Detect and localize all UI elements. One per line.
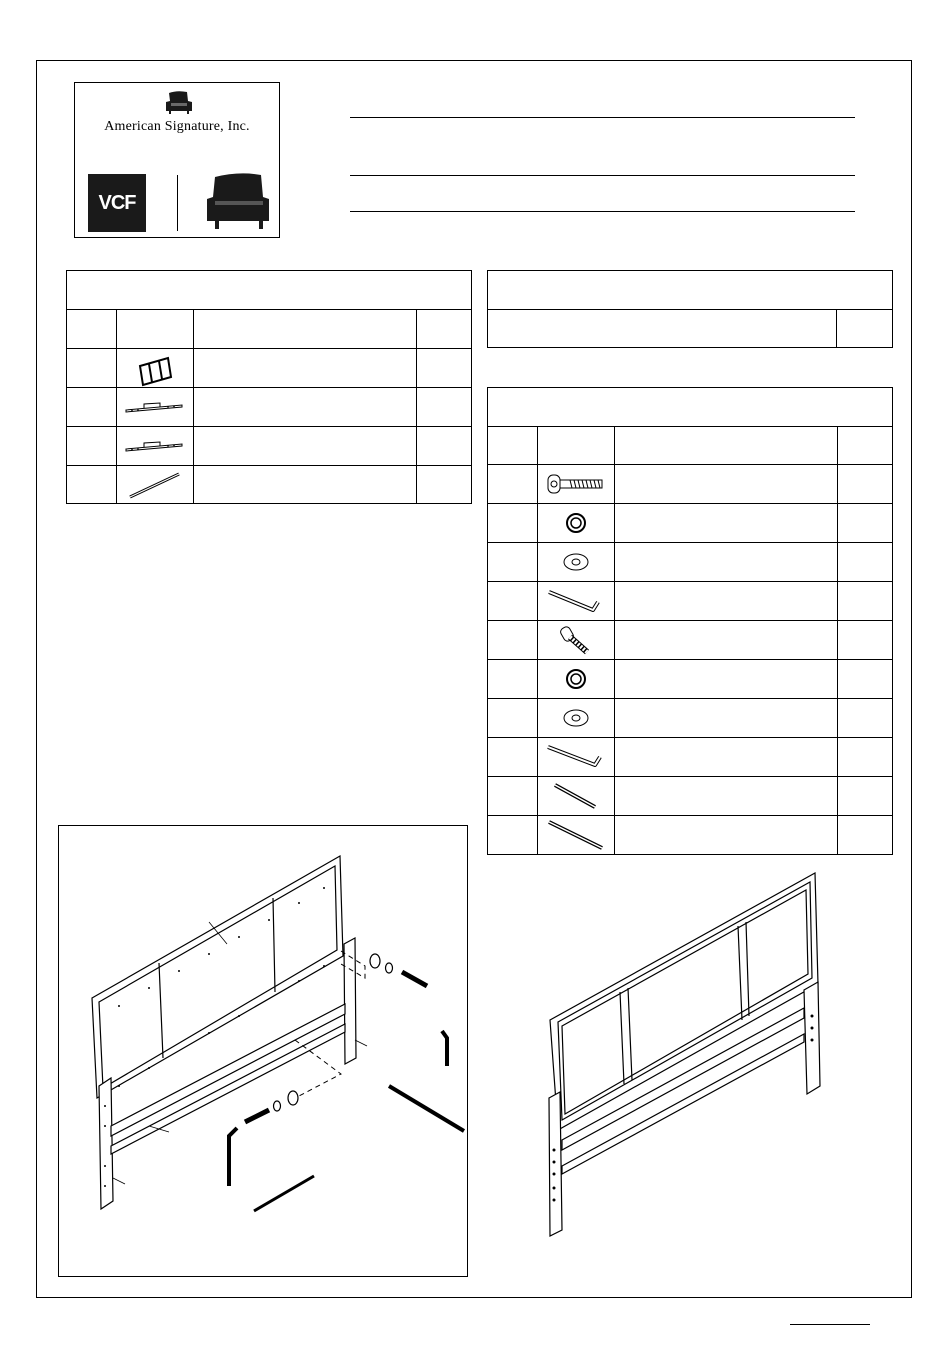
lock-washer-icon xyxy=(564,511,588,535)
bolt-icon xyxy=(546,472,606,496)
summary-table-title xyxy=(488,271,893,310)
table-row xyxy=(488,816,893,855)
header-cell xyxy=(67,310,117,349)
parts-table-title xyxy=(67,271,472,310)
model-line xyxy=(350,175,855,176)
header-cell xyxy=(615,427,838,465)
flat-washer-icon xyxy=(561,551,591,573)
table-row xyxy=(67,349,472,388)
side-rail-icon xyxy=(124,401,186,413)
assembled-headboard-illustration xyxy=(540,870,830,1240)
parts-table xyxy=(66,270,472,504)
lock-washer-icon xyxy=(564,667,588,691)
armchair-icon xyxy=(203,171,271,233)
side-rail-icon xyxy=(124,440,186,452)
table-row xyxy=(488,621,893,660)
table-row xyxy=(67,466,472,504)
title-line xyxy=(350,117,855,118)
table-row xyxy=(488,582,893,621)
allen-key-icon xyxy=(546,586,606,616)
table-row xyxy=(488,777,893,816)
table-row xyxy=(67,388,472,427)
table-row xyxy=(488,699,893,738)
allen-key-icon xyxy=(545,741,607,773)
header-cell xyxy=(838,427,893,465)
header-cell xyxy=(488,427,538,465)
logo-divider xyxy=(177,175,178,231)
hardware-table xyxy=(487,387,893,855)
company-logo xyxy=(74,82,280,238)
long-rod-icon xyxy=(545,818,607,852)
table-row xyxy=(488,738,893,777)
assembly-diagram xyxy=(58,825,468,1277)
short-rod-icon xyxy=(551,781,601,811)
armchair-icon xyxy=(163,89,195,115)
header-cell xyxy=(117,310,194,349)
header-cell xyxy=(538,427,615,465)
header-cell xyxy=(194,310,417,349)
exploded-view-illustration xyxy=(59,826,467,1276)
hardware-table-title xyxy=(488,388,893,427)
table-row xyxy=(488,504,893,543)
summary-cell xyxy=(837,310,893,348)
item-line xyxy=(350,211,855,212)
headboard-panel-icon xyxy=(135,349,175,387)
table-row xyxy=(488,660,893,699)
header-cell xyxy=(417,310,472,349)
table-row xyxy=(488,543,893,582)
summary-table xyxy=(487,270,893,348)
flat-washer-icon xyxy=(561,707,591,729)
table-row xyxy=(488,465,893,504)
cross-rod-icon xyxy=(127,470,183,500)
summary-cell xyxy=(488,310,837,348)
company-name: American Signature, Inc. xyxy=(104,119,250,134)
table-row xyxy=(67,427,472,466)
brand-mark: VCF xyxy=(88,174,146,232)
footer-rule xyxy=(790,1324,870,1325)
short-bolt-icon xyxy=(559,623,593,657)
